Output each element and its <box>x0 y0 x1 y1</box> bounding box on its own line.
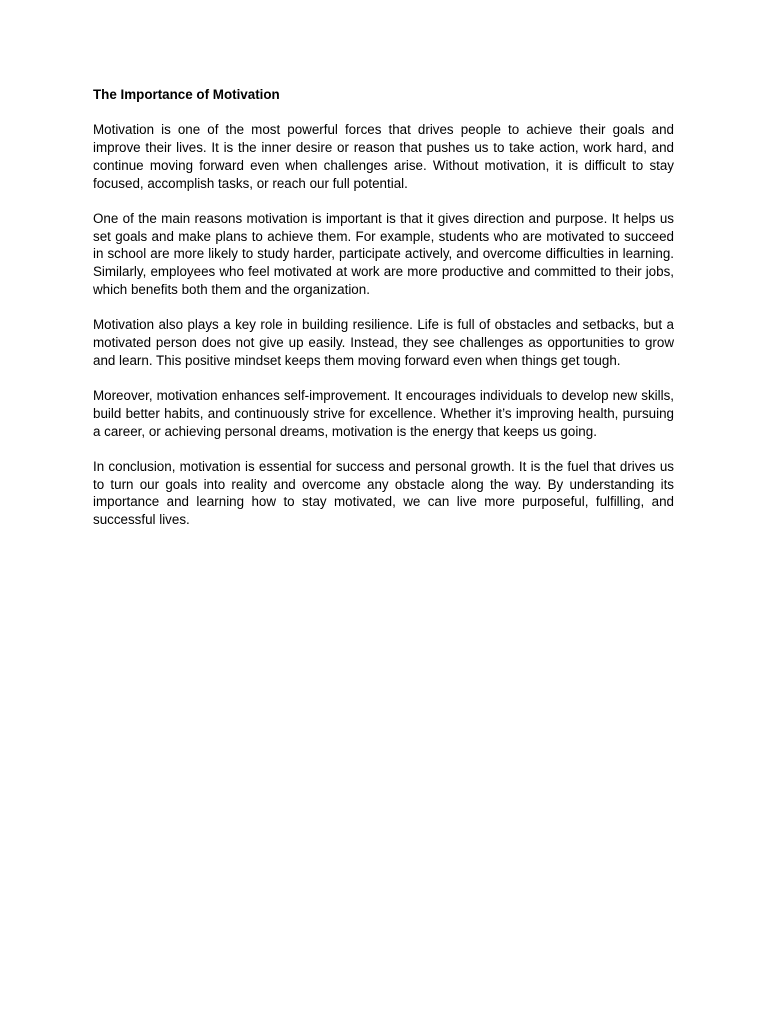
document-title: The Importance of Motivation <box>93 87 280 102</box>
paragraph-direction-and-purpose: One of the main reasons motivation is important is that it gives direction and purpose. It helps us set goals and make plans to achieve them. For example, students who are motivated to succeed in school are more likely to study harder, participate actively, and overcome difficulties in learning. Similarly, employees who feel motivated at work are more productive and committed to their jobs, which benefits both them and the organization. <box>93 210 674 297</box>
paragraph-conclusion: In conclusion, motivation is essential for success and personal growth. It is the fuel that drives us to turn our goals into reality and overcome any obstacle along the way. By understanding its importance and learning how to stay motivated, we can live more purposeful, fulfilling, and successful lives. <box>93 458 674 528</box>
paragraph-resilience: Motivation also plays a key role in building resilience. Life is full of obstacles and setbacks, but a motivated person does not give up easily. Instead, they see challenges as opportunities to grow and learn. This positive mindset keeps them moving forward even when things get tough. <box>93 317 674 368</box>
paragraph-introduction: Motivation is one of the most powerful forces that drives people to achieve their goals and improve their lives. It is the inner desire or reason that pushes us to take action, work hard, and continue moving forward even when challenges arise. Without motivation, it is difficult to stay focused, accomplish tasks, or reach our full potential. <box>93 122 674 191</box>
paragraph-self-improvement: Moreover, motivation enhances self-improvement. It encourages individuals to develop new skills, build better habits, and continuously strive for excellence. Whether it’s improving health, pursuing a career, or achieving personal dreams, motivation is the energy that keeps us going. <box>93 387 674 439</box>
document-body <box>93 86 674 529</box>
